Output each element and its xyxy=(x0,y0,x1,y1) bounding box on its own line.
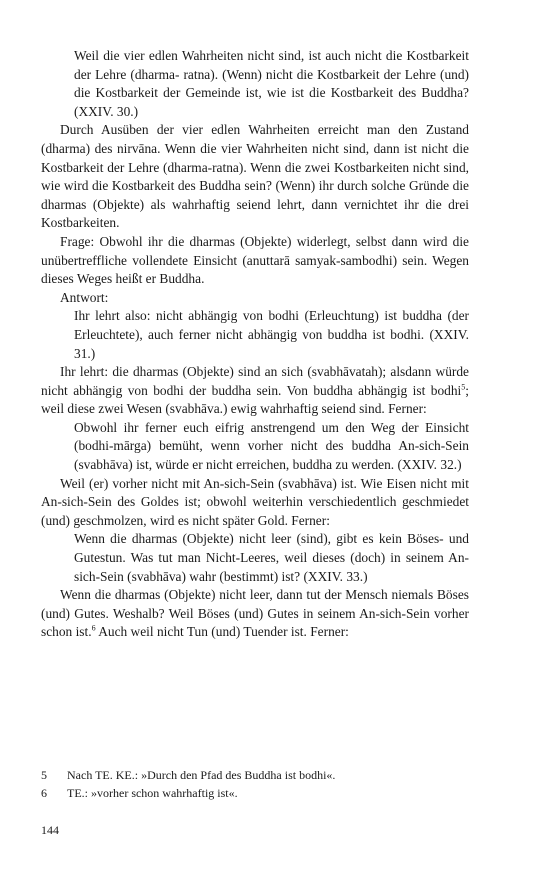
paragraph-text: Auch weil nicht Tun (und) Tuender ist. Ferner: xyxy=(95,624,349,640)
footnotes xyxy=(41,766,471,802)
footnote-marker: 5 xyxy=(461,382,466,392)
commentary-paragraph: Weil (er) vorher nicht mit An-sich-Sein (svabhāva) ist. Wie Eisen nicht mit An-sich-Sein des Goldes ist; obwohl weiterhin verschiedentlich geschmiedet (und) geschmolzen, wird es nicht später Gold. Ferner: xyxy=(41,475,469,528)
footnote-text: TE.: »vorher schon wahrhaftig ist«. xyxy=(67,786,238,800)
page-number: 144 xyxy=(41,823,59,837)
question-paragraph: Frage: Obwohl ihr die dharmas (Objekte) widerlegt, selbst dann wird die unübertreffliche vollendete Einsicht (anuttarā samyak-sambodhi) sein. Wegen dieses Weges heißt er Buddha. xyxy=(41,233,469,287)
verse-xxiv-32: Obwohl ihr ferner euch eifrig anstrengend um den Weg der Einsicht (bodhi-mārga) bemüht, wenn vorher nicht des buddha An-sich-Sein (svabhāva) ist, würde er nicht erreichen, buddha zu werden. (XXIV. 32.) xyxy=(74,419,469,473)
main-text xyxy=(41,47,469,642)
verse-xxiv-31: Ihr lehrt also: nicht abhängig von bodhi (Erleuchtung) ist buddha (der Erleuchtete), auch ferner nicht abhängig von buddha ist bodhi. (XXIV. 31.) xyxy=(74,308,469,361)
answer-label: Antwort: xyxy=(60,289,109,305)
commentary-paragraph xyxy=(41,586,469,642)
footnote-marker: 6 xyxy=(91,623,96,633)
verse-xxiv-30: Weil die vier edlen Wahrheiten nicht sind, ist auch nicht die Kostbarkeit der Lehre (dharma- ratna). (Wenn) nicht die Kostbarkeit der Lehre (und) die Kostbarkeit der Gemeinde ist, wie ist die Kostbarkeit des Buddha? (XXIV. 30.) xyxy=(74,48,469,119)
footnote-text: Nach TE. KE.: »Durch den Pfad des Buddha ist bodhi«. xyxy=(67,768,336,782)
footnote xyxy=(41,766,471,784)
paragraph-text: Wenn die dharmas (Objekte) nicht leer, dann tut der Mensch niemals Böses (und) Gutes. Weshalb? Weil Böses (und) Gutes in seinem An-sich-Sein vorher schon ist. xyxy=(41,587,469,640)
commentary-paragraph xyxy=(41,363,469,419)
commentary-paragraph: Durch Ausüben der vier edlen Wahrheiten erreicht man den Zustand (dharma) des nirvāna. Wenn die vier Wahrheiten nicht sind, dann ist nicht die Kostbarkeit der Lehre (dharma-ratna). Wenn die zwei Kostbarkeiten nicht sind, wie wird die Kostbarkeit des Buddha sein? (Wenn) ihr durch solche Gründe die dharmas (Objekte) als wahrhaftig seiend lehrt, dann vernichtet ihr die drei Kostbarkeiten. xyxy=(41,122,469,231)
footnote-number: 6 xyxy=(41,786,47,800)
paragraph-text: ; weil diese zwei Wesen (svabhāva.) ewig wahrhaftig seiend sind. Ferner: xyxy=(41,382,469,417)
footnote-number: 5 xyxy=(41,768,47,782)
verse-xxiv-33: Wenn die dharmas (Objekte) nicht leer (sind), gibt es kein Böses- und Gutestun. Was tut man Nicht-Leeres, weil dieses (doch) in seinem An- sich-Sein (svabhāva) wahr (bestimmt) ist? (XXIV. 33.) xyxy=(74,531,469,584)
paragraph-text: Ihr lehrt: die dharmas (Objekte) sind an sich (svabhāvatah); alsdann würde nicht abhängig von bodhi der buddha sein. Von buddha abhängig ist bodhi xyxy=(41,364,469,398)
footnote xyxy=(41,784,471,802)
